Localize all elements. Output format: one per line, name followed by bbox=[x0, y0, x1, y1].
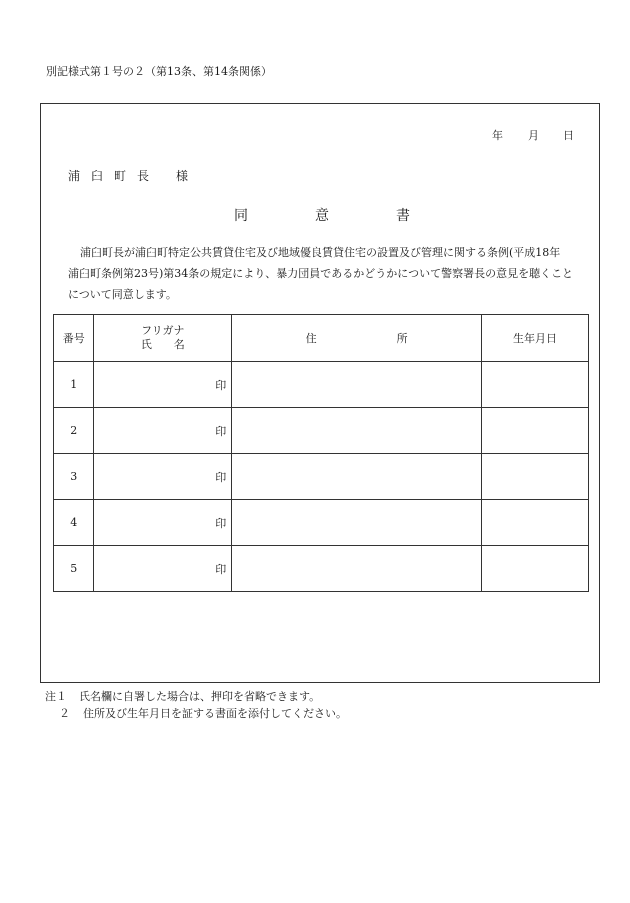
name-seal-field[interactable]: 印 bbox=[94, 546, 232, 592]
row-number: 1 bbox=[54, 362, 94, 408]
note-item bbox=[45, 705, 347, 722]
signer-table bbox=[53, 314, 589, 592]
notes bbox=[45, 688, 347, 722]
note-number: ２ bbox=[59, 707, 70, 720]
header-name bbox=[94, 315, 232, 362]
date-month: 月 bbox=[528, 129, 539, 142]
date-year: 年 bbox=[492, 129, 503, 142]
name-seal-field[interactable]: 印 bbox=[94, 362, 232, 408]
dob-field[interactable] bbox=[481, 454, 588, 500]
addressee-char: 様 bbox=[176, 169, 189, 183]
address-field[interactable] bbox=[232, 454, 482, 500]
row-number: 2 bbox=[54, 408, 94, 454]
dob-field[interactable] bbox=[481, 500, 588, 546]
note-text: 氏名欄に自署した場合は、押印を省略できます。 bbox=[79, 690, 321, 703]
title-char: 意 bbox=[315, 208, 329, 224]
header-name-label: 氏 名 bbox=[140, 338, 185, 351]
row-number: 5 bbox=[54, 546, 94, 592]
addressee-char: 浦 bbox=[68, 169, 81, 183]
header-number: 番号 bbox=[54, 315, 94, 362]
date-day: 日 bbox=[563, 129, 574, 142]
dob-field[interactable] bbox=[481, 546, 588, 592]
name-seal-field[interactable]: 印 bbox=[94, 454, 232, 500]
address-field[interactable] bbox=[232, 546, 482, 592]
table-header-row bbox=[54, 315, 589, 362]
form-label: 別記様式第１号の２（第13条、第14条関係） bbox=[46, 65, 272, 78]
table-row bbox=[54, 454, 589, 500]
consent-body bbox=[68, 242, 598, 305]
dob-field[interactable] bbox=[481, 362, 588, 408]
table-row bbox=[54, 500, 589, 546]
addressee-char: 長 bbox=[137, 169, 150, 183]
table-row bbox=[54, 546, 589, 592]
note-text: 住所及び生年月日を証する書面を添付してください。 bbox=[83, 707, 347, 720]
header-furigana: フリガナ bbox=[141, 324, 185, 337]
body-line: 浦臼町条例第23号)第34条の規定により、暴力団員であるかどうかについて警察署長の意見を聴くこと bbox=[68, 267, 574, 280]
addressee bbox=[68, 167, 188, 184]
title-char: 書 bbox=[396, 208, 410, 224]
addressee-char: 町 bbox=[114, 169, 127, 183]
name-seal-field[interactable]: 印 bbox=[94, 500, 232, 546]
header-address bbox=[232, 315, 482, 362]
table-row bbox=[54, 362, 589, 408]
row-number: 4 bbox=[54, 500, 94, 546]
header-dob: 生年月日 bbox=[481, 315, 588, 362]
note-number: 注１ bbox=[45, 690, 67, 703]
note-item bbox=[45, 688, 347, 705]
body-line: 浦臼町長が浦臼町特定公共賃貸住宅及び地域優良賃貸住宅の設置及び管理に関する条例(平成18年 bbox=[80, 246, 561, 259]
address-field[interactable] bbox=[232, 408, 482, 454]
name-seal-field[interactable]: 印 bbox=[94, 408, 232, 454]
header-address-char: 所 bbox=[396, 332, 408, 345]
dob-field[interactable] bbox=[481, 408, 588, 454]
body-line: について同意します。 bbox=[68, 288, 177, 301]
title-char: 同 bbox=[234, 208, 248, 224]
address-field[interactable] bbox=[232, 500, 482, 546]
header-address-char: 住 bbox=[305, 332, 317, 345]
row-number: 3 bbox=[54, 454, 94, 500]
table-row bbox=[54, 408, 589, 454]
address-field[interactable] bbox=[232, 362, 482, 408]
addressee-char: 臼 bbox=[91, 169, 104, 183]
